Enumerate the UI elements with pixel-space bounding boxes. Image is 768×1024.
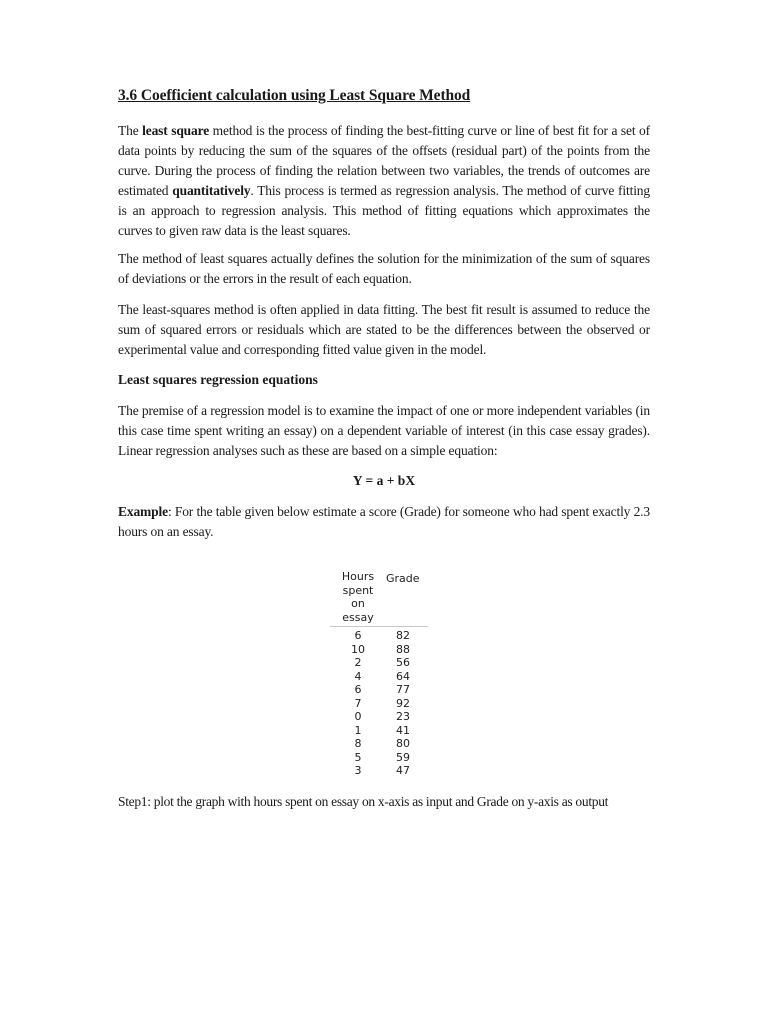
table-row (330, 710, 430, 724)
cell-grade: 77 (396, 683, 410, 697)
paragraph-minimization-text: The method of least squares actually defines the solution for the minimization of the sum of squares of deviations or the errors in the result of each equation. (118, 251, 650, 286)
paragraph-minimization (118, 249, 650, 289)
table-header (330, 570, 430, 624)
table-divider (330, 626, 428, 627)
cell-grade: 41 (396, 723, 410, 737)
data-table (330, 570, 430, 778)
table-row (330, 656, 430, 670)
cell-hours: 0 (354, 710, 362, 724)
cell-hours: 5 (354, 750, 362, 764)
intro-bold-least-square: least square (142, 123, 210, 138)
cell-grade: 23 (396, 710, 410, 724)
table-row (330, 764, 430, 778)
cell-grade: 56 (396, 656, 410, 670)
paragraph-data-fitting (118, 300, 650, 360)
table-row (330, 670, 430, 684)
cell-grade: 47 (396, 764, 410, 778)
paragraph-example (118, 502, 650, 542)
header-hours-line: spent (342, 583, 374, 597)
paragraph-premise-text: The premise of a regression model is to examine the impact of one or more independent variables (in this case time spent writing an essay) on a dependent variable of interest (in this case essay grades). Linear regression analyses such as these are based on a simple equation: (118, 403, 650, 458)
regression-equation: Y = a + bX (352, 473, 416, 488)
cell-hours: 8 (354, 737, 362, 751)
cell-hours: 2 (354, 656, 362, 670)
table-row (330, 683, 430, 697)
cell-hours: 10 (351, 642, 365, 656)
paragraph-data-fitting-text: The least-squares method is often applied in data fitting. The best fit result is assumed to reduce the sum of squared errors or residuals which are stated to be the differences between the observed or experimental value and corresponding fitted value given in the model. (118, 302, 650, 357)
paragraph-premise (118, 401, 650, 461)
table-row (330, 697, 430, 711)
subheading-block (118, 370, 650, 390)
intro-bold-quantitatively: quantitatively (172, 183, 251, 198)
header-hours-line: essay (342, 610, 374, 624)
cell-grade: 82 (396, 629, 410, 642)
table-row (330, 629, 430, 643)
header-hours (330, 570, 386, 624)
intro-text-3: . This process is termed as regression analysis. The method of curve fitting is an approach to regression analysis. This method of fitting equations which approximates the curves to given raw data is the least squares. (118, 183, 651, 238)
cell-hours: 4 (354, 669, 362, 683)
paragraph-intro (118, 121, 650, 241)
cell-grade: 80 (396, 737, 410, 751)
cell-hours: 1 (354, 723, 362, 737)
step1-text: Step1: plot the graph with hours spent on essay on x-axis as input and Grade on y-axis as output (118, 794, 609, 809)
table-row (330, 643, 430, 657)
cell-grade: 59 (396, 750, 410, 764)
table-row (330, 724, 430, 738)
table-body (330, 629, 430, 778)
subheading-regression-equations: Least squares regression equations (118, 372, 318, 387)
example-label: Example (118, 504, 168, 519)
cell-hours: 3 (354, 764, 362, 778)
cell-hours: 6 (354, 629, 362, 642)
cell-hours: 6 (354, 683, 362, 697)
section-heading: 3.6 Coefficient calculation using Least Square Method (118, 87, 471, 104)
example-text: : For the table given below estimate a score (Grade) for someone who had spent exactly 2.3 hours on an essay. (118, 504, 650, 539)
table-row (330, 737, 430, 751)
header-hours-line: on (351, 597, 365, 610)
cell-hours: 7 (354, 696, 362, 710)
header-grade: Grade (386, 572, 420, 585)
cell-grade: 64 (396, 669, 410, 683)
cell-grade: 88 (396, 642, 410, 656)
cell-grade: 92 (396, 696, 410, 710)
intro-text-2: method is the process of finding the best-fitting curve or line of best fit for a set of data points by reducing the sum of the squares of the offsets (residual part) of the points from the curve. During the process of finding the relation between two variables, the trends of outcomes are estimated (118, 123, 651, 198)
equation-block (118, 471, 650, 491)
step1-block (118, 792, 650, 812)
header-hours-line: Hours (341, 570, 375, 583)
intro-text-1: The (118, 123, 143, 138)
table-row (330, 751, 430, 765)
